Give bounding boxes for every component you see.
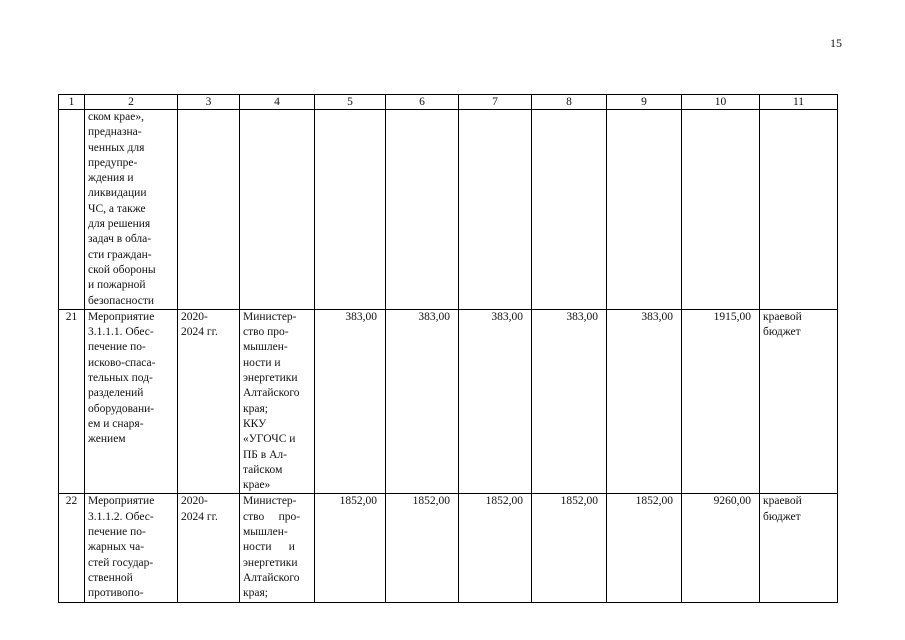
text-line: для решения <box>88 218 151 231</box>
text-line: предназна- <box>88 126 142 139</box>
funding-source-text <box>763 494 834 525</box>
text-line: тайском <box>243 463 283 476</box>
text-line: ности и <box>243 356 281 369</box>
row-index-cell: 21 <box>59 309 85 494</box>
text-line: 2024 гг. <box>181 326 218 339</box>
text-line: краевой <box>763 310 802 323</box>
row-index-cell <box>59 110 85 310</box>
text-line: жарных ча- <box>88 541 145 554</box>
empty-cell <box>760 110 838 310</box>
period-cell <box>178 309 240 494</box>
value-cell: 1852,00 <box>532 494 607 602</box>
text-line: энергетики <box>243 372 298 385</box>
header-cell: 3 <box>178 95 240 110</box>
period-text <box>181 494 236 525</box>
measure-name-cell <box>85 309 178 494</box>
text-line: тельных под- <box>88 372 153 385</box>
header-cell: 1 <box>59 95 85 110</box>
table-header-row <box>59 95 838 110</box>
text-line: ственной <box>88 571 133 584</box>
text-line: краевой <box>763 495 802 508</box>
text-line: ЧС, а также <box>88 202 146 215</box>
budget-table <box>58 94 838 603</box>
text-line: Мероприятие <box>88 495 155 508</box>
total-value-cell: 1915,00 <box>682 309 760 494</box>
text-line: края; <box>243 587 268 600</box>
empty-cell <box>459 110 532 310</box>
text-line: печение по- <box>88 341 146 354</box>
text-line: ликвидации <box>88 187 147 200</box>
period-text <box>181 310 236 341</box>
header-cell: 7 <box>459 95 532 110</box>
measure-name-text <box>88 310 174 448</box>
text-line: исково-спаса- <box>88 356 156 369</box>
text-line: 3.1.1.2. Обес- <box>88 510 154 523</box>
measure-name-cell <box>85 110 178 310</box>
table-row-21 <box>59 309 838 494</box>
value-cell: 383,00 <box>459 309 532 494</box>
executor-cell <box>240 309 315 494</box>
table-row-continuation <box>59 110 838 310</box>
text-line: задач в обла- <box>88 233 152 246</box>
empty-cell <box>386 110 459 310</box>
text-line: разделений <box>88 387 144 400</box>
funding-source-text <box>763 310 834 341</box>
text-line: мышлен- <box>243 526 288 539</box>
text-line: противопо- <box>88 587 144 600</box>
text-line: края; <box>243 402 268 415</box>
header-cell: 9 <box>607 95 682 110</box>
value-cell: 1852,00 <box>386 494 459 602</box>
text-line: бюджет <box>763 510 801 523</box>
text-line: жением <box>88 433 126 446</box>
text-line: Алтайского <box>243 387 300 400</box>
empty-cell <box>178 110 240 310</box>
executor-cell <box>240 494 315 602</box>
text-line: крае» <box>243 479 271 492</box>
text-line: Министер- <box>243 310 297 323</box>
text-line: сти граждан- <box>88 248 152 261</box>
header-cell: 11 <box>760 95 838 110</box>
text-line: 2024 гг. <box>181 510 218 523</box>
text-line: ждения и <box>88 172 134 185</box>
funding-source-cell <box>760 494 838 602</box>
text-line: 3.1.1.1. Обес- <box>88 326 154 339</box>
value-cell: 1852,00 <box>607 494 682 602</box>
text-line: бюджет <box>763 326 801 339</box>
text-line: Министер- <box>243 495 297 508</box>
text-line: стей государ- <box>88 556 154 569</box>
header-cell: 10 <box>682 95 760 110</box>
executor-text <box>243 310 311 494</box>
period-cell <box>178 494 240 602</box>
value-cell: 383,00 <box>386 309 459 494</box>
text-line: ем и снаря- <box>88 417 144 430</box>
header-cell: 6 <box>386 95 459 110</box>
text-line: и пожарной <box>88 279 146 292</box>
header-cell: 8 <box>532 95 607 110</box>
value-cell: 1852,00 <box>315 494 386 602</box>
text-line: ство про- <box>243 510 301 523</box>
text-line: 2020- <box>181 310 208 323</box>
text-line: «УГОЧС и <box>243 433 296 446</box>
text-line: ПБ в Ал- <box>243 448 287 461</box>
text-line: мышлен- <box>243 341 288 354</box>
value-cell: 383,00 <box>532 309 607 494</box>
text-line: 2020- <box>181 495 208 508</box>
text-line: предупре- <box>88 156 138 169</box>
text-line: ство про- <box>243 326 289 339</box>
total-value-cell: 9260,00 <box>682 494 760 602</box>
header-cell: 5 <box>315 95 386 110</box>
text-line: оборудовани- <box>88 402 155 415</box>
value-cell: 1852,00 <box>459 494 532 602</box>
text-line: ской обороны <box>88 263 156 276</box>
page-number: 15 <box>830 36 842 50</box>
measure-name-text <box>88 110 174 309</box>
header-cell: 2 <box>85 95 178 110</box>
text-line: энергетики <box>243 556 298 569</box>
text-line: безопасности <box>88 294 155 307</box>
executor-text <box>243 494 311 601</box>
empty-cell <box>682 110 760 310</box>
table-row-22 <box>59 494 838 602</box>
text-line: ченных для <box>88 141 145 154</box>
text-line: Алтайского <box>243 571 300 584</box>
empty-cell <box>607 110 682 310</box>
text-line: ККУ <box>243 417 267 430</box>
measure-name-cell <box>85 494 178 602</box>
text-line: Мероприятие <box>88 310 155 323</box>
empty-cell <box>532 110 607 310</box>
text-line: печение по- <box>88 526 146 539</box>
empty-cell <box>240 110 315 310</box>
header-cell: 4 <box>240 95 315 110</box>
row-index-cell: 22 <box>59 494 85 602</box>
funding-source-cell <box>760 309 838 494</box>
empty-cell <box>315 110 386 310</box>
measure-name-text <box>88 494 174 601</box>
value-cell: 383,00 <box>607 309 682 494</box>
value-cell: 383,00 <box>315 309 386 494</box>
text-line: ском крае», <box>88 111 144 123</box>
text-line: ности и <box>243 541 295 554</box>
